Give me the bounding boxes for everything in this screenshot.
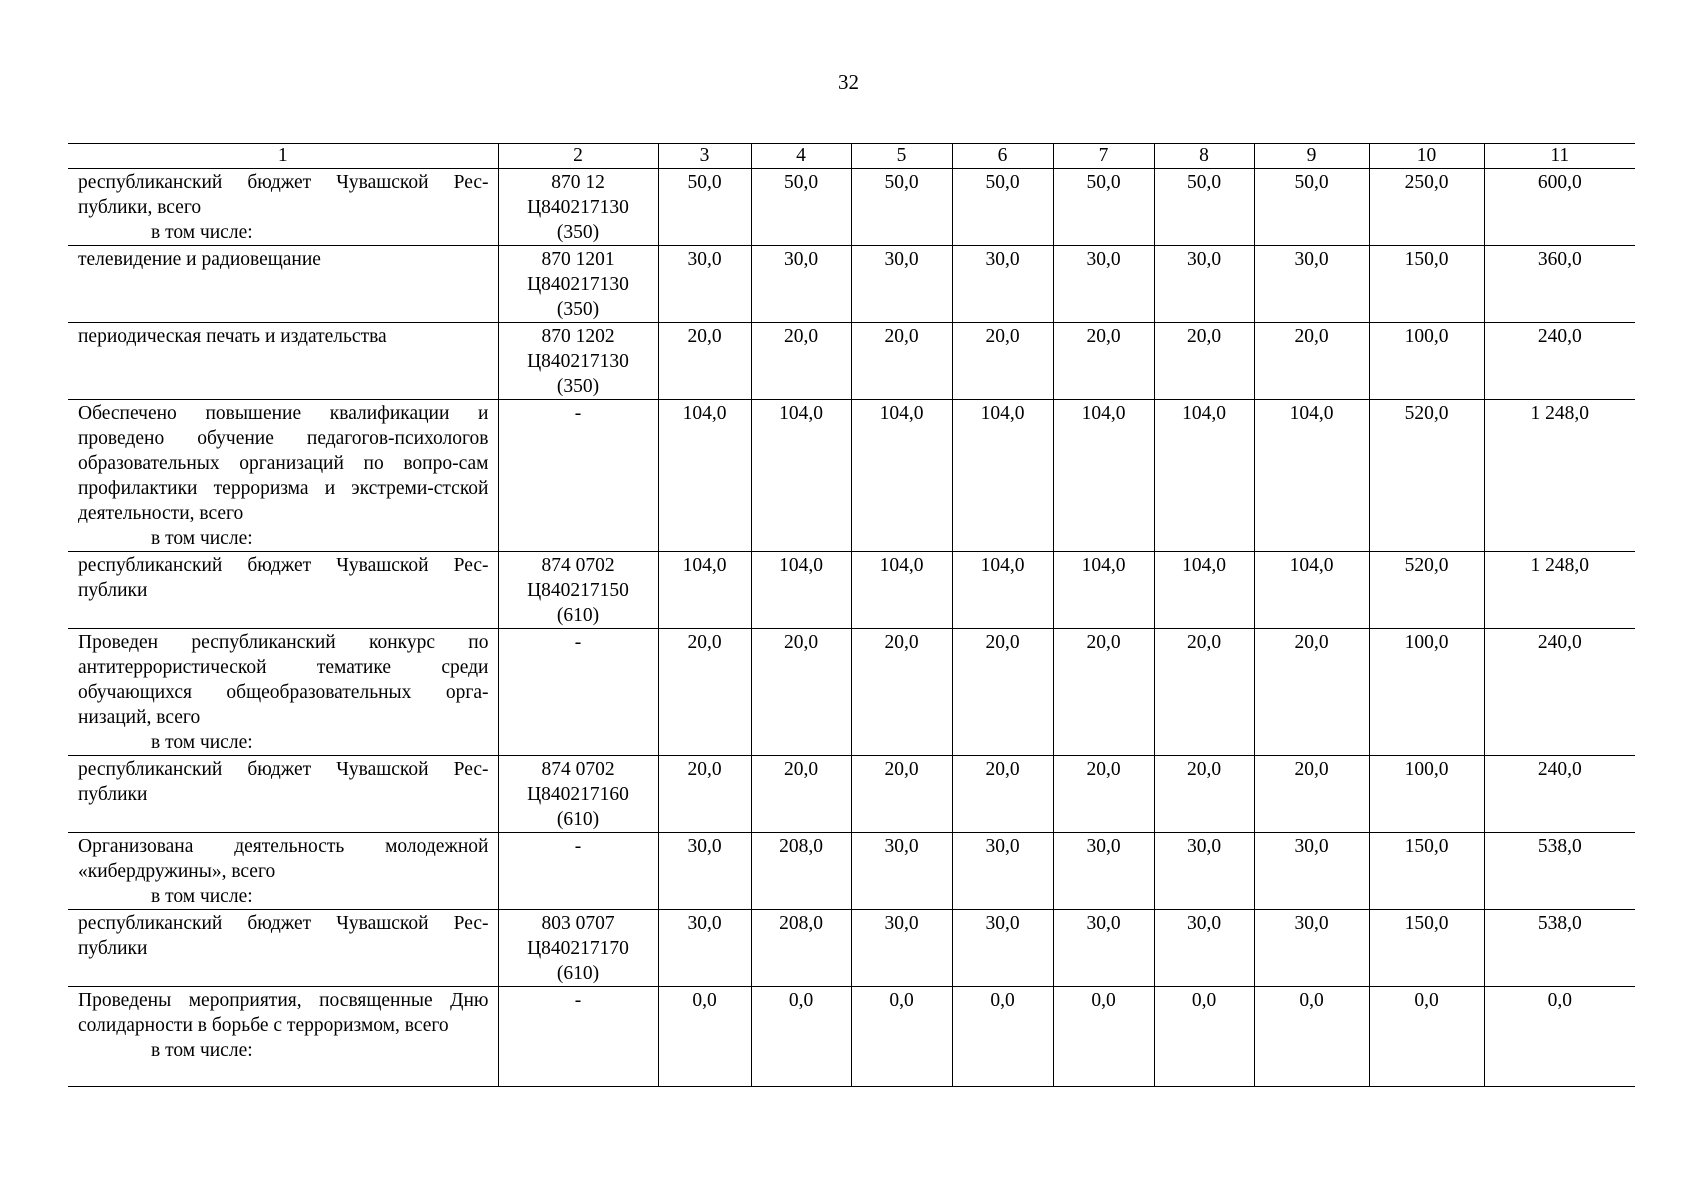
row-description-cell: [68, 833, 498, 910]
value-cell-col-11: 240,0: [1484, 323, 1635, 400]
value-cell-col-8: 50,0: [1154, 169, 1254, 246]
value-cell-col-10: 0,0: [1369, 987, 1484, 1087]
value-cell-col-3: 30,0: [658, 246, 751, 323]
value-cell-col-9: 20,0: [1254, 323, 1369, 400]
table-row: [68, 756, 1635, 833]
value-cell-col-4: 30,0: [751, 246, 851, 323]
value-cell-col-7: 30,0: [1053, 833, 1154, 910]
value-cell-col-5: 30,0: [851, 246, 952, 323]
value-cell-col-6: 20,0: [952, 756, 1053, 833]
budget-code-line: Ц840217170: [527, 938, 629, 959]
value-cell-col-7: 104,0: [1053, 400, 1154, 552]
column-header-8: 8: [1154, 144, 1254, 169]
row-description-cell: [68, 756, 498, 833]
value-cell-col-9: 20,0: [1254, 756, 1369, 833]
value-cell-col-7: 20,0: [1053, 323, 1154, 400]
row-description: Обеспечено повышение квалификации и проведено обучение педагогов-психологов образовательных организаций по вопро-сам профилактики терроризма и экстреми-стской деятельности, всего: [78, 403, 489, 524]
budget-code-line: 874 0702: [541, 759, 615, 780]
budget-code-line: 803 0707: [541, 913, 615, 934]
budget-code-cell: [498, 323, 658, 400]
row-subheading: в том числе:: [151, 222, 253, 243]
value-cell-col-11: 0,0: [1484, 987, 1635, 1087]
value-cell-col-5: 0,0: [851, 987, 952, 1087]
column-header-5: 5: [851, 144, 952, 169]
value-cell-col-6: 30,0: [952, 246, 1053, 323]
row-description: республиканский бюджет Чувашской Рес-публики: [78, 759, 489, 805]
value-cell-col-7: 104,0: [1053, 552, 1154, 629]
budget-code-cell: [498, 552, 658, 629]
value-cell-col-11: 538,0: [1484, 833, 1635, 910]
value-cell-col-5: 20,0: [851, 629, 952, 756]
budget-code-cell: [498, 169, 658, 246]
budget-code-line: (610): [556, 963, 600, 984]
value-cell-col-5: 20,0: [851, 323, 952, 400]
row-description: Проведены мероприятия, посвященные Дню солидарности в борьбе с терроризмом, всего: [78, 990, 489, 1036]
value-cell-col-9: 104,0: [1254, 400, 1369, 552]
table-header-row: [68, 144, 1635, 169]
value-cell-col-8: 104,0: [1154, 400, 1254, 552]
budget-code-line: (350): [556, 376, 600, 397]
value-cell-col-4: 104,0: [751, 400, 851, 552]
value-cell-col-4: 20,0: [751, 323, 851, 400]
value-cell-col-11: 360,0: [1484, 246, 1635, 323]
value-cell-col-11: 1 248,0: [1484, 552, 1635, 629]
column-header-10: 10: [1369, 144, 1484, 169]
budget-code-cell: [498, 400, 658, 552]
value-cell-col-6: 20,0: [952, 629, 1053, 756]
row-subheading: в том числе:: [151, 528, 253, 549]
value-cell-col-3: 20,0: [658, 323, 751, 400]
value-cell-col-6: 50,0: [952, 169, 1053, 246]
value-cell-col-5: 50,0: [851, 169, 952, 246]
column-header-6: 6: [952, 144, 1053, 169]
table-row: [68, 629, 1635, 756]
budget-code-line: 874 0702: [541, 555, 615, 576]
value-cell-col-11: 1 248,0: [1484, 400, 1635, 552]
value-cell-col-8: 30,0: [1154, 833, 1254, 910]
row-description: республиканский бюджет Чувашской Рес-публики, всего: [78, 172, 489, 218]
budget-code-line: (350): [556, 299, 600, 320]
row-description: Проведен республиканский конкурс по антитеррористической тематике среди обучающихся общеобразовательных орга-низаций, всего: [78, 632, 489, 728]
row-description-cell: [68, 629, 498, 756]
row-description-cell: [68, 323, 498, 400]
value-cell-col-7: 30,0: [1053, 246, 1154, 323]
budget-code-line: -: [574, 403, 582, 424]
table-row: [68, 552, 1635, 629]
value-cell-col-3: 0,0: [658, 987, 751, 1087]
table-row: [68, 987, 1635, 1087]
row-description-cell: [68, 910, 498, 987]
value-cell-col-6: 104,0: [952, 552, 1053, 629]
value-cell-col-4: 20,0: [751, 756, 851, 833]
value-cell-col-7: 30,0: [1053, 910, 1154, 987]
column-header-2: 2: [498, 144, 658, 169]
value-cell-col-3: 30,0: [658, 910, 751, 987]
value-cell-col-3: 104,0: [658, 400, 751, 552]
value-cell-col-3: 20,0: [658, 629, 751, 756]
budget-code-line: (350): [556, 222, 600, 243]
budget-code-cell: [498, 629, 658, 756]
budget-code-cell: [498, 246, 658, 323]
table-body: [68, 169, 1635, 1087]
budget-code-line: -: [574, 836, 582, 857]
value-cell-col-10: 520,0: [1369, 400, 1484, 552]
page-number: 32: [838, 70, 859, 94]
budget-code-cell: [498, 833, 658, 910]
value-cell-col-7: 0,0: [1053, 987, 1154, 1087]
budget-code-line: Ц840217160: [527, 784, 629, 805]
budget-code-line: Ц840217130: [527, 351, 629, 372]
value-cell-col-10: 100,0: [1369, 629, 1484, 756]
column-header-3: 3: [658, 144, 751, 169]
value-cell-col-4: 20,0: [751, 629, 851, 756]
table-row: [68, 246, 1635, 323]
value-cell-col-11: 240,0: [1484, 756, 1635, 833]
value-cell-col-11: 538,0: [1484, 910, 1635, 987]
value-cell-col-10: 100,0: [1369, 323, 1484, 400]
value-cell-col-6: 104,0: [952, 400, 1053, 552]
budget-code-line: 870 1201: [541, 249, 615, 270]
value-cell-col-8: 20,0: [1154, 323, 1254, 400]
value-cell-col-10: 150,0: [1369, 910, 1484, 987]
value-cell-col-8: 20,0: [1154, 756, 1254, 833]
value-cell-col-9: 0,0: [1254, 987, 1369, 1087]
value-cell-col-9: 30,0: [1254, 833, 1369, 910]
value-cell-col-5: 30,0: [851, 910, 952, 987]
value-cell-col-9: 50,0: [1254, 169, 1369, 246]
value-cell-col-6: 20,0: [952, 323, 1053, 400]
row-description-cell: [68, 987, 498, 1087]
table-row: [68, 169, 1635, 246]
value-cell-col-9: 30,0: [1254, 246, 1369, 323]
value-cell-col-9: 30,0: [1254, 910, 1369, 987]
value-cell-col-4: 0,0: [751, 987, 851, 1087]
value-cell-col-8: 20,0: [1154, 629, 1254, 756]
row-description: телевидение и радиовещание: [78, 249, 321, 270]
value-cell-col-5: 20,0: [851, 756, 952, 833]
budget-code-line: -: [574, 632, 582, 653]
budget-code-line: Ц840217130: [527, 274, 629, 295]
row-subheading: в том числе:: [151, 732, 253, 753]
value-cell-col-11: 240,0: [1484, 629, 1635, 756]
column-header-11: 11: [1484, 144, 1635, 169]
budget-code-line: 870 12: [551, 172, 605, 193]
value-cell-col-3: 30,0: [658, 833, 751, 910]
value-cell-col-8: 0,0: [1154, 987, 1254, 1087]
value-cell-col-11: 600,0: [1484, 169, 1635, 246]
value-cell-col-4: 50,0: [751, 169, 851, 246]
value-cell-col-3: 20,0: [658, 756, 751, 833]
column-header-1: 1: [68, 144, 498, 169]
budget-code-line: (610): [556, 809, 600, 830]
row-description: Организована деятельность молодежной «кибердружины», всего: [78, 836, 489, 882]
value-cell-col-5: 104,0: [851, 552, 952, 629]
value-cell-col-10: 520,0: [1369, 552, 1484, 629]
budget-code-line: -: [574, 990, 582, 1011]
budget-code-line: Ц840217150: [527, 580, 629, 601]
value-cell-col-6: 30,0: [952, 833, 1053, 910]
row-subheading: в том числе:: [151, 886, 253, 907]
value-cell-col-7: 50,0: [1053, 169, 1154, 246]
value-cell-col-5: 30,0: [851, 833, 952, 910]
value-cell-col-8: 30,0: [1154, 910, 1254, 987]
value-cell-col-7: 20,0: [1053, 629, 1154, 756]
budget-code-cell: [498, 756, 658, 833]
value-cell-col-4: 208,0: [751, 833, 851, 910]
row-description-cell: [68, 552, 498, 629]
row-description: периодическая печать и издательства: [78, 326, 387, 347]
value-cell-col-5: 104,0: [851, 400, 952, 552]
value-cell-col-9: 20,0: [1254, 629, 1369, 756]
value-cell-col-8: 30,0: [1154, 246, 1254, 323]
table-row: [68, 400, 1635, 552]
value-cell-col-7: 20,0: [1053, 756, 1154, 833]
row-description: республиканский бюджет Чувашской Рес-публики: [78, 555, 489, 601]
value-cell-col-10: 150,0: [1369, 246, 1484, 323]
value-cell-col-10: 250,0: [1369, 169, 1484, 246]
column-header-7: 7: [1053, 144, 1154, 169]
budget-code-cell: [498, 987, 658, 1087]
value-cell-col-10: 150,0: [1369, 833, 1484, 910]
value-cell-col-4: 208,0: [751, 910, 851, 987]
value-cell-col-6: 0,0: [952, 987, 1053, 1087]
budget-code-line: 870 1202: [541, 326, 615, 347]
row-description-cell: [68, 246, 498, 323]
row-description-cell: [68, 169, 498, 246]
budget-code-cell: [498, 910, 658, 987]
value-cell-col-6: 30,0: [952, 910, 1053, 987]
column-header-9: 9: [1254, 144, 1369, 169]
table-row: [68, 910, 1635, 987]
row-subheading: в том числе:: [151, 1040, 253, 1061]
budget-table: [68, 143, 1635, 1087]
value-cell-col-9: 104,0: [1254, 552, 1369, 629]
value-cell-col-3: 104,0: [658, 552, 751, 629]
column-header-4: 4: [751, 144, 851, 169]
row-description: республиканский бюджет Чувашской Рес-публики: [78, 913, 489, 959]
row-description-cell: [68, 400, 498, 552]
value-cell-col-3: 50,0: [658, 169, 751, 246]
budget-code-line: (610): [556, 605, 600, 626]
value-cell-col-4: 104,0: [751, 552, 851, 629]
table-row: [68, 323, 1635, 400]
budget-code-line: Ц840217130: [527, 197, 629, 218]
value-cell-col-8: 104,0: [1154, 552, 1254, 629]
value-cell-col-10: 100,0: [1369, 756, 1484, 833]
table-row: [68, 833, 1635, 910]
